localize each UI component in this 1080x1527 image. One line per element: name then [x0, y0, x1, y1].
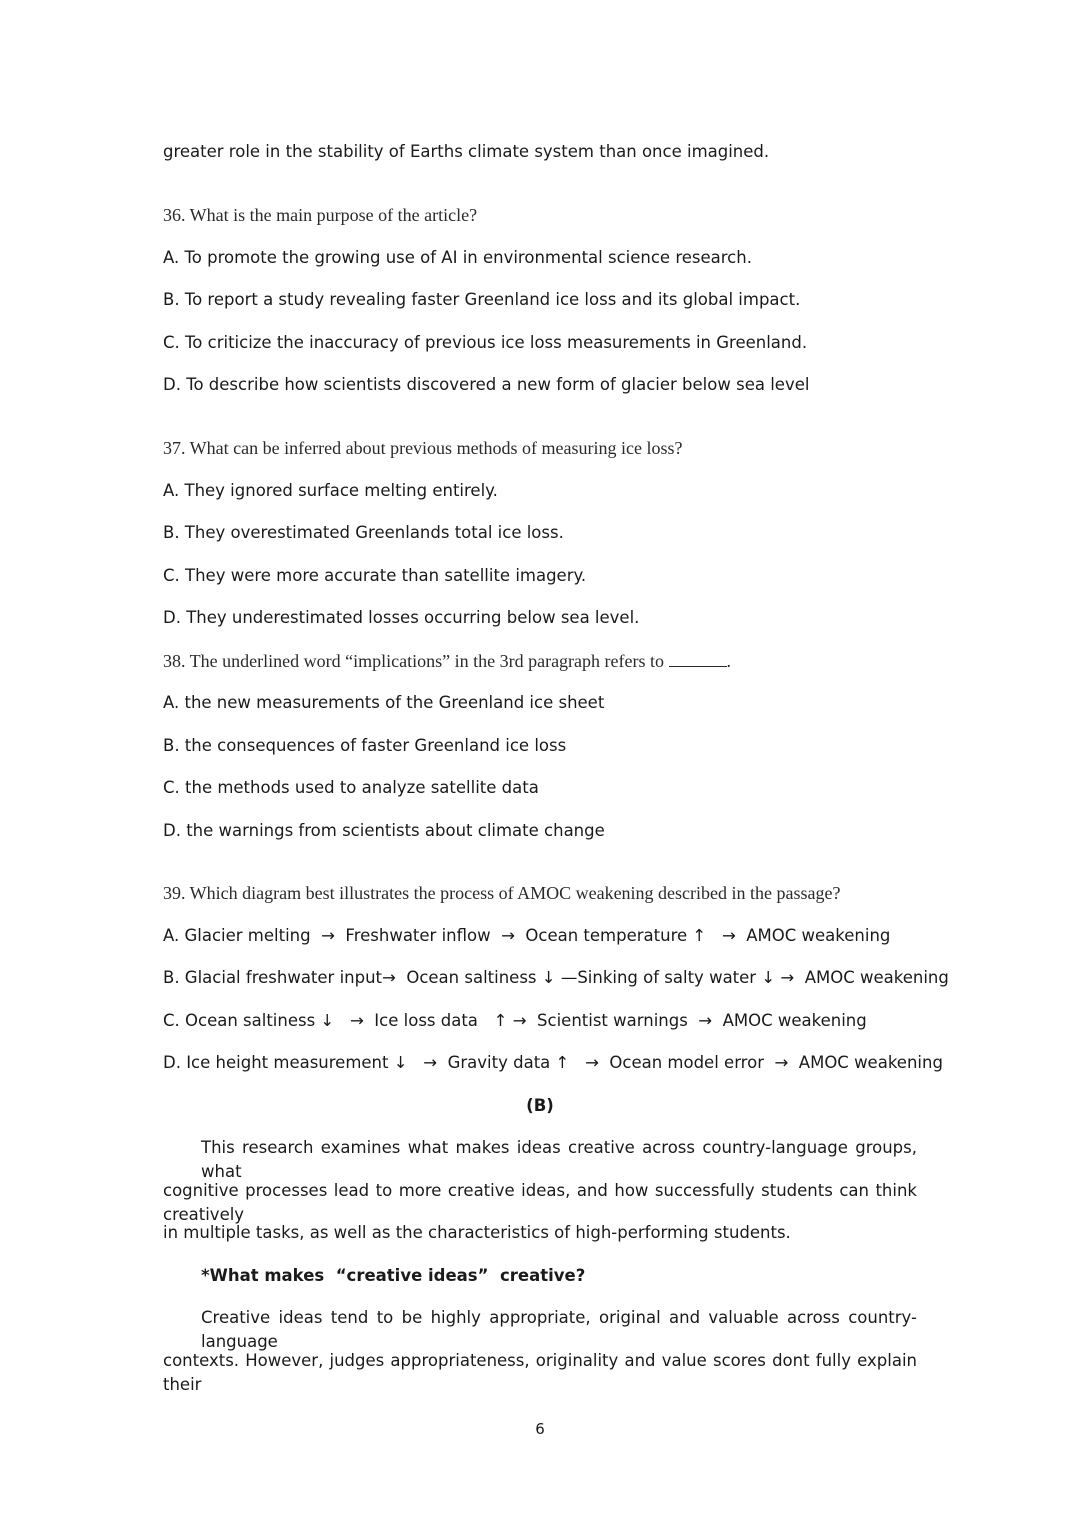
question-38-option-a: A. the new measurements of the Greenland ice sheet [163, 693, 605, 712]
question-38-option-b: B. the consequences of faster Greenland ice loss [163, 736, 567, 755]
question-39-option-b: B. Glacial freshwater input→ Ocean saltiness ↓ —Sinking of salty water ↓ → AMOC weakening [163, 968, 949, 987]
answer-blank [669, 650, 727, 667]
question-38-option-c: C. the methods used to analyze satellite data [163, 778, 539, 797]
section-b-heading: (B) [526, 1096, 554, 1115]
section-b-subheading: *What makes “creative ideas” creative? [201, 1266, 586, 1285]
section-b-paragraph1-line3: in multiple tasks, as well as the characteristics of high-performing students. [163, 1223, 791, 1242]
question-36-stem: 36. What is the main purpose of the article? [163, 205, 478, 225]
question-36-option-b: B. To report a study revealing faster Greenland ice loss and its global impact. [163, 290, 801, 309]
question-36-option-c: C. To criticize the inaccuracy of previous ice loss measurements in Greenland. [163, 333, 808, 352]
section-b-paragraph2-line2: contexts. However, judges appropriateness, originality and value scores dont fully explain their [163, 1351, 917, 1394]
section-b-paragraph2-line1: Creative ideas tend to be highly appropriate, original and valuable across country-language [201, 1308, 917, 1351]
section-b-paragraph1-line1: This research examines what makes ideas creative across country-language groups, what [201, 1138, 917, 1181]
question-39-stem: 39. Which diagram best illustrates the process of AMOC weakening described in the passage? [163, 883, 841, 903]
intro-line: greater role in the stability of Earths climate system than once imagined. [163, 142, 770, 161]
question-37-option-d: D. They underestimated losses occurring below sea level. [163, 608, 640, 627]
question-37-stem: 37. What can be inferred about previous methods of measuring ice loss? [163, 438, 683, 458]
question-39-option-a: A. Glacier melting → Freshwater inflow → Ocean temperature ↑ → AMOC weakening [163, 926, 891, 945]
question-37-option-a: A. They ignored surface melting entirely. [163, 481, 498, 500]
question-38-option-d: D. the warnings from scientists about climate change [163, 821, 605, 840]
question-39-option-d: D. Ice height measurement ↓ → Gravity data ↑ → Ocean model error → AMOC weakening [163, 1053, 943, 1072]
question-36-option-d: D. To describe how scientists discovered a new form of glacier below sea level [163, 375, 810, 394]
page-number: 6 [535, 1420, 545, 1438]
question-38-stem [163, 649, 731, 673]
question-38-stem-end: . [726, 651, 732, 671]
section-b-paragraph1-line2: cognitive processes lead to more creative ideas, and how successfully students can think creatively [163, 1181, 917, 1224]
question-36-option-a: A. To promote the growing use of AI in environmental science research. [163, 248, 752, 267]
question-37-option-c: C. They were more accurate than satellite imagery. [163, 566, 587, 585]
question-37-option-b: B. They overestimated Greenlands total ice loss. [163, 523, 564, 542]
question-38-stem-text: 38. The underlined word “implications” in the 3rd paragraph refers to [163, 651, 665, 671]
question-39-option-c: C. Ocean saltiness ↓ → Ice loss data ↑ → Scientist warnings → AMOC weakening [163, 1011, 867, 1030]
